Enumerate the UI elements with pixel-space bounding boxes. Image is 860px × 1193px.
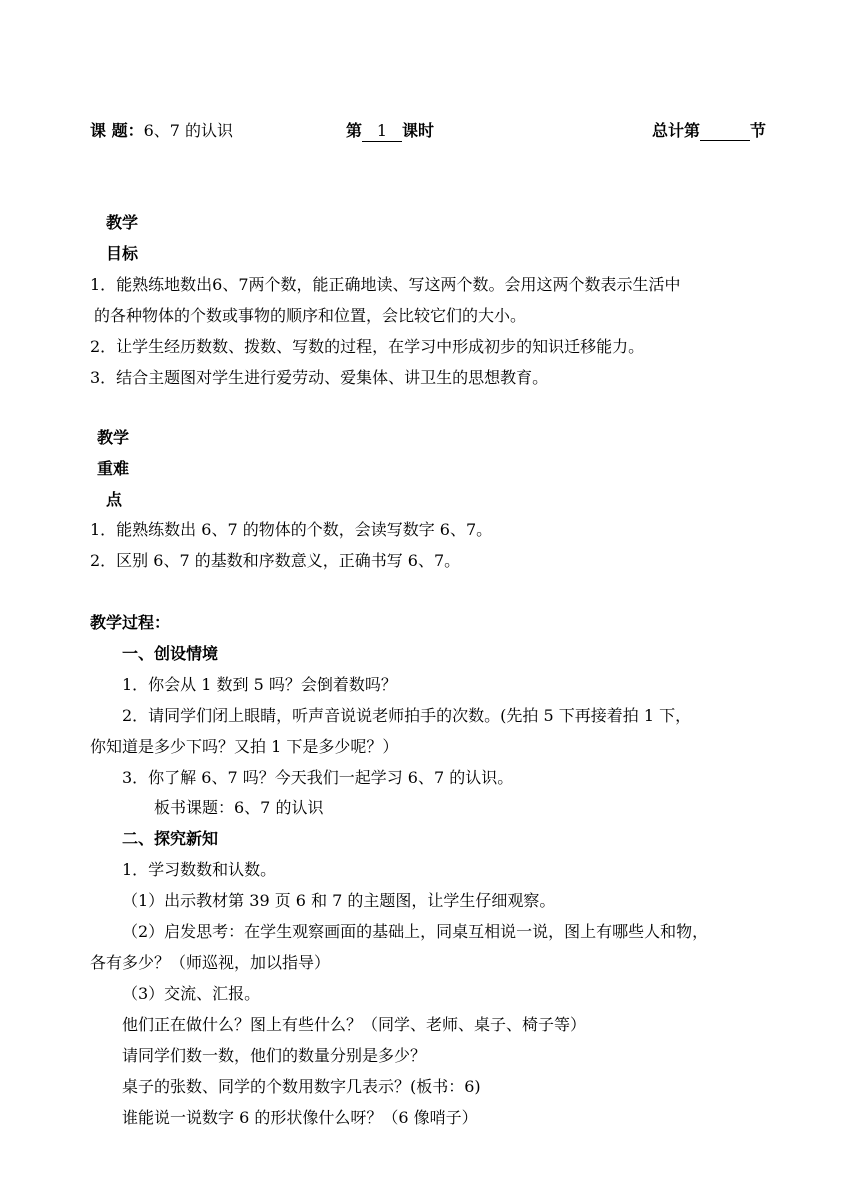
s1-line-3: 3．你了解 6、7 吗？今天我们一起学习 6、7 的认识。 (122, 768, 514, 787)
goals-label-2: 目标 (106, 244, 139, 263)
title-value: 6、7 的认识 (143, 121, 234, 140)
goal-item-1: 1．能熟练地数出6、7两个数，能正确地读、写这两个数。会用这两个数表示生活中 (90, 275, 681, 294)
total-blank (700, 121, 750, 141)
process-heading: 教学过程： (90, 613, 171, 632)
keypoints-label-1: 教学 (97, 428, 130, 447)
s2-line-7: 桌子的张数、同学的个数用数字几表示？(板书：6) (122, 1077, 481, 1096)
title-label: 课 题： (90, 121, 144, 140)
s2-line-8: 谁能说一说数字 6 的形状像什么呀？（6 像哨子） (122, 1108, 478, 1127)
s1-line-2-cont: 你知道是多少下吗？又拍 1 下是多少呢？） (90, 737, 399, 756)
total-count (652, 121, 766, 141)
s2-line-3-cont: 各有多少？（师巡视，加以指导） (90, 953, 331, 972)
lesson-prefix: 第 (346, 121, 363, 140)
goals-label-1: 教学 (106, 213, 139, 232)
s2-line-4: （3）交流、汇报。 (122, 984, 261, 1003)
keypoint-item-1: 1．能熟练数出 6、7 的物体的个数，会读写数字 6、7。 (90, 520, 493, 539)
s1-line-1: 1．你会从 1 数到 5 吗？会倒着数吗？ (122, 675, 397, 694)
goal-item-2: 2．让学生经历数数、拨数、写数的过程，在学习中形成初步的知识迁移能力。 (90, 337, 645, 356)
s2-line-2: （1）出示教材第 39 页 6 和 7 的主题图，让学生仔细观察。 (122, 891, 556, 910)
total-prefix: 总计第 (652, 121, 701, 140)
s1-line-2: 2．请同学们闭上眼睛，听声音说说老师拍手的次数。(先拍 5 下再接着拍 1 下， (122, 706, 692, 725)
s2-line-3: （2）启发思考：在学生观察画面的基础上，同桌互相说一说，图上有哪些人和物， (122, 922, 709, 941)
keypoints-label-2: 重难 (97, 459, 130, 478)
lesson-title (90, 121, 233, 141)
section-2-heading: 二、探究新知 (122, 829, 219, 848)
section-1-heading: 一、创设情境 (122, 644, 219, 663)
lesson-number-value: 1 (362, 121, 402, 142)
s2-line-6: 请同学们数一数，他们的数量分别是多少？ (122, 1046, 427, 1065)
s2-line-1: 1．学习数数和认数。 (122, 860, 277, 879)
s2-line-5: 他们正在做什么？图上有些什么？（同学、老师、桌子、椅子等） (122, 1015, 587, 1034)
s1-board-title: 板书课题：6、7 的认识 (154, 798, 324, 817)
total-suffix: 节 (750, 121, 767, 140)
keypoint-item-2: 2．区别 6、7 的基数和序数意义，正确书写 6、7。 (90, 551, 461, 570)
goal-item-3: 3．结合主题图对学生进行爱劳动、爱集体、讲卫生的思想教育。 (90, 368, 549, 387)
lesson-suffix: 课时 (402, 121, 435, 140)
keypoints-label-3: 点 (106, 490, 123, 509)
lesson-number (346, 121, 434, 142)
goal-item-1-cont: 的各种物体的个数或事物的顺序和位置，会比较它们的大小。 (94, 306, 527, 325)
